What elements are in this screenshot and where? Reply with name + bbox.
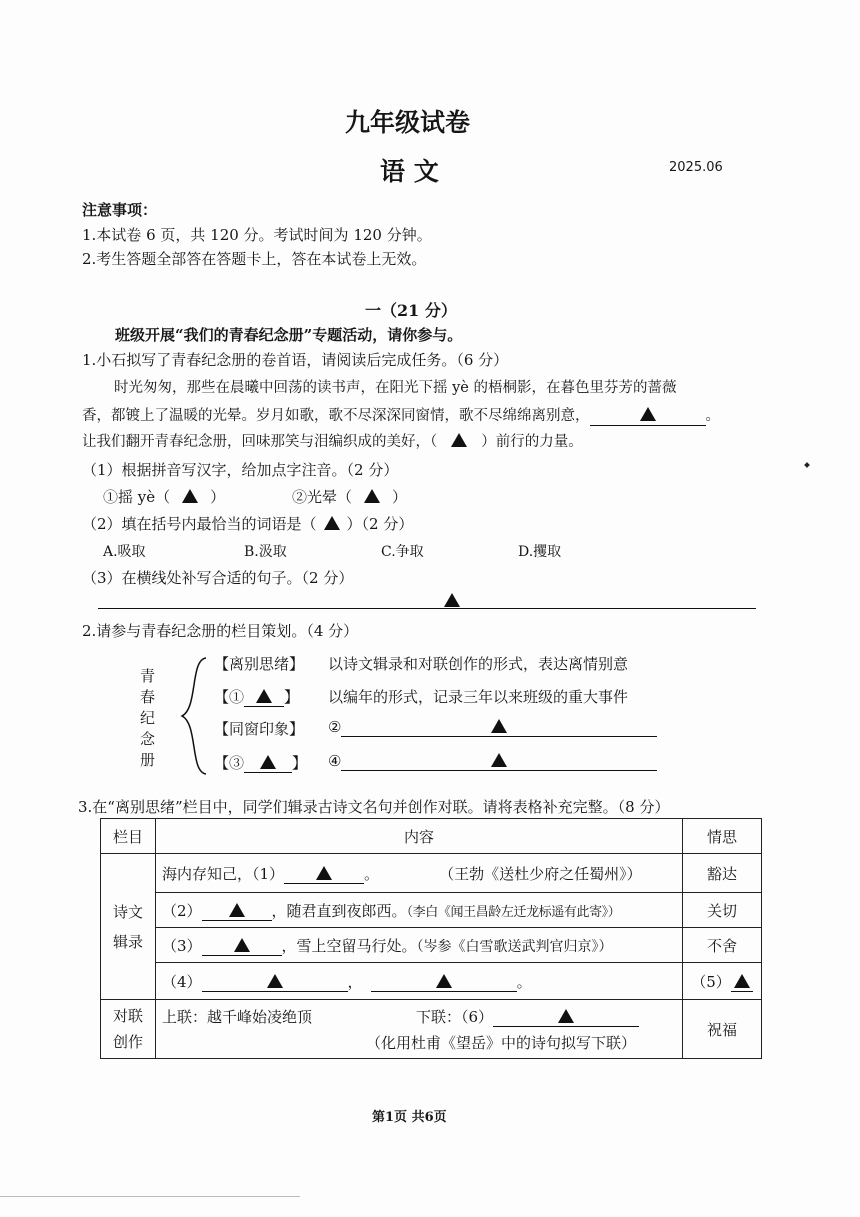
couplet-note: （化用杜甫《望岳》中的诗句拟写下联） [366,1034,637,1052]
emotion-cell: 不舍 [683,928,762,963]
verse-post: ，随君直到夜郎西。 [271,901,407,920]
content-cell [156,928,683,963]
q1-passage-line3 [82,430,583,451]
table-row [101,928,762,963]
scan-dot [804,462,810,468]
q1-sub1: （1）根据拼音写汉字，给加点字注音。（2 分） [82,461,399,479]
q2-row-2-label-a: 【① [214,688,245,706]
content-cell [156,963,683,1000]
q1-passage-line2-text: 香，都镀上了温暖的光晕。岁月如歌，歌不尽深深同窗情，歌不尽绵绵离别意， [82,408,590,424]
subject-title: 语 文 [380,157,439,186]
q2-row-2-content: 以编年的形式，记录三年以来班级的重大事件 [328,688,629,706]
q2-blank-4[interactable] [341,752,657,771]
table-header-cell: 栏目 [101,819,156,854]
triangle-icon [364,489,380,503]
paren-close: ） [210,488,226,506]
table-row [101,854,762,893]
content-cell [156,893,683,928]
q2-stem: 2.请参与青春纪念册的栏目策划。（4 分） [82,622,359,640]
q2-row-4-label-a: 【③ [214,754,245,772]
q1-paren-blank[interactable] [437,433,481,450]
q2-row-2-label-b: 】 [284,688,300,706]
verse-post: 。 [364,864,380,883]
q3-blank-emotion[interactable] [731,973,753,992]
triangle-icon [324,516,340,530]
q1-sub1-b-blank[interactable] [352,488,392,506]
triangle-icon [640,407,656,421]
q1-sub1-a-label: ①摇 yè（ [103,488,171,506]
q1-passage-line2 [82,404,720,426]
table-header-cell: 情思 [683,819,762,854]
q1-sub2-text: （2）填在括号内最恰当的词语是（ [82,515,317,533]
category-cell [101,854,156,1000]
notice-item-1: 1.本试卷 6 页，共 120 分。考试时间为 120 分钟。 [82,226,432,244]
exam-title: 九年级试卷 [345,108,471,137]
exam-date: 2025.06 [669,160,723,175]
q1-stem: 1.小石拟写了青春纪念册的卷首语，请阅读后完成任务。（6 分） [82,351,509,369]
q2-brace-label [140,666,158,771]
verse-source: （岑参《白雪歌送武判官归京》） [416,938,613,955]
brace-label-char: 册 [140,751,156,769]
emotion-num: （5） [691,972,731,991]
q2-num-2: ② [328,718,342,736]
q3-blank-6[interactable] [493,1008,639,1027]
brace-label-char: 春 [140,688,156,706]
table-header-row [101,819,762,854]
brace-label-char: 念 [140,730,156,748]
q1-passage-line3-end: ）前行的力量。 [481,434,583,450]
triangle-icon [734,974,750,988]
q2-row-4-label-b: 】 [292,754,308,772]
triangle-icon [491,753,507,767]
q2-num-4: ④ [328,752,342,770]
q1-sub3: （3）在横线处补写合适的句子。（2 分） [82,569,354,587]
q2-blank-1[interactable] [244,688,284,707]
q1-passage-line2-end: 。 [705,408,720,424]
q2-row-1-label: 【离别思绪】 [214,655,305,673]
triangle-icon [260,755,276,769]
q3-blank-1[interactable] [284,865,364,884]
triangle-icon [267,974,283,988]
couplet-down-label: 下联：（6） [416,1008,494,1026]
triangle-icon [229,903,245,917]
brace-label-char: 纪 [140,709,156,727]
q1-sub1-b-label: ②光晕（ [292,488,353,506]
emotion-cell: 关切 [683,893,762,928]
category-cell [101,1000,156,1059]
triangle-icon [444,593,460,607]
q1-passage-line1: 时光匆匆，那些在晨曦中回荡的读书声，在阳光下摇 yè 的梧桐影，在暮色里芬芳的蔷薇 [114,380,677,396]
curly-brace-icon [176,656,210,776]
q1-option-d[interactable]: D.攫取 [518,544,562,560]
q1-sub3-answer-line[interactable] [98,608,756,609]
q2-row-1-content: 以诗文辑录和对联创作的形式，表达离情别意 [328,655,629,673]
verse-pre: （4） [162,972,202,991]
content-cell [156,854,683,893]
q2-blank-3[interactable] [244,754,292,773]
triangle-icon [234,938,250,952]
triangle-icon [256,689,272,703]
q1-answer-blank[interactable] [590,407,706,426]
triangle-icon [182,489,198,503]
q1-sub2-end: ）（2 分） [346,515,414,533]
emotion-cell: 祝福 [683,1000,762,1059]
triangle-icon [491,719,507,733]
brace-label-char: 青 [140,667,156,685]
paren-close: ） [392,488,408,506]
couplet-up: 上联：越千峰始凌绝顶 [162,1008,313,1026]
category-text: 对联 [112,1007,143,1025]
verse-source: （李白《闻王昌龄左迁龙标遥有此寄》） [406,904,621,920]
q2-row-4-answer[interactable] [328,752,657,771]
q3-stem: 3.在“离别思绪”栏目中，同学们辑录古诗文名句并创作对联。请将表格补充完整。（8 分） [78,798,670,816]
q3-blank-3[interactable] [202,937,282,956]
scan-line [0,1196,300,1197]
emotion-cell [683,963,762,1000]
q2-row-1 [214,653,304,674]
verse-pre: （3） [162,936,202,955]
verse-mid: ， [347,972,363,991]
q2-blank-2[interactable] [341,718,657,737]
verse-post: ，雪上空留马行处。 [281,936,417,955]
q3-blank-4[interactable] [202,973,348,992]
q1-passage-line3-text: 让我们翻开青春纪念册，回味那笑与泪编织成的美好，（ [82,434,438,450]
triangle-icon [316,866,332,880]
notice-item-2: 2.考生答题全部答在答题卡上，答在本试卷上无效。 [82,250,427,268]
verse-pre: 海内存知己，（1） [162,864,285,883]
couplet-down [416,1006,639,1027]
q1-option-b[interactable]: B.汲取 [244,544,287,560]
q1-sub1-b [292,486,407,507]
category-text: 创作 [112,1033,143,1051]
page-footer: 第1页 共6页 [372,1110,447,1125]
q3-blank-5[interactable] [371,973,517,992]
couplet-cell [156,1000,683,1059]
notice-heading: 注意事项： [82,201,158,219]
triangle-icon [436,974,452,988]
table-row [101,963,762,1000]
q1-sub1-a-blank[interactable] [170,488,210,506]
section-heading: 一（21 分） [365,301,457,320]
q2-row-3-label: 【同窗印象】 [214,720,305,738]
category-text: 辑录 [112,932,143,951]
q1-option-a[interactable]: A.吸取 [103,544,146,560]
q3-blank-2[interactable] [202,902,272,921]
q2-row-3 [214,718,304,739]
q2-row-2 [214,686,299,707]
q2-row-3-answer[interactable] [328,718,657,737]
table-row [101,893,762,928]
triangle-icon [558,1009,574,1023]
q1-sub2-blank[interactable] [317,515,347,533]
section-intro: 班级开展“我们的青春纪念册”专题活动，请你参与。 [115,326,463,344]
verse-source: （王勃《送杜少府之任蜀州》） [439,864,642,883]
q1-option-c[interactable]: C.争取 [381,544,424,560]
emotion-cell: 豁达 [683,854,762,893]
verse-post: 。 [516,972,532,991]
q3-table [100,818,762,1059]
table-row [101,1000,762,1059]
q1-sub1-a [103,486,225,507]
verse-pre: （2） [162,901,202,920]
category-text: 诗文 [112,902,143,921]
q2-row-4 [214,752,307,773]
table-header-cell: 内容 [156,819,683,854]
q1-sub2 [82,513,413,534]
triangle-icon [451,433,467,447]
